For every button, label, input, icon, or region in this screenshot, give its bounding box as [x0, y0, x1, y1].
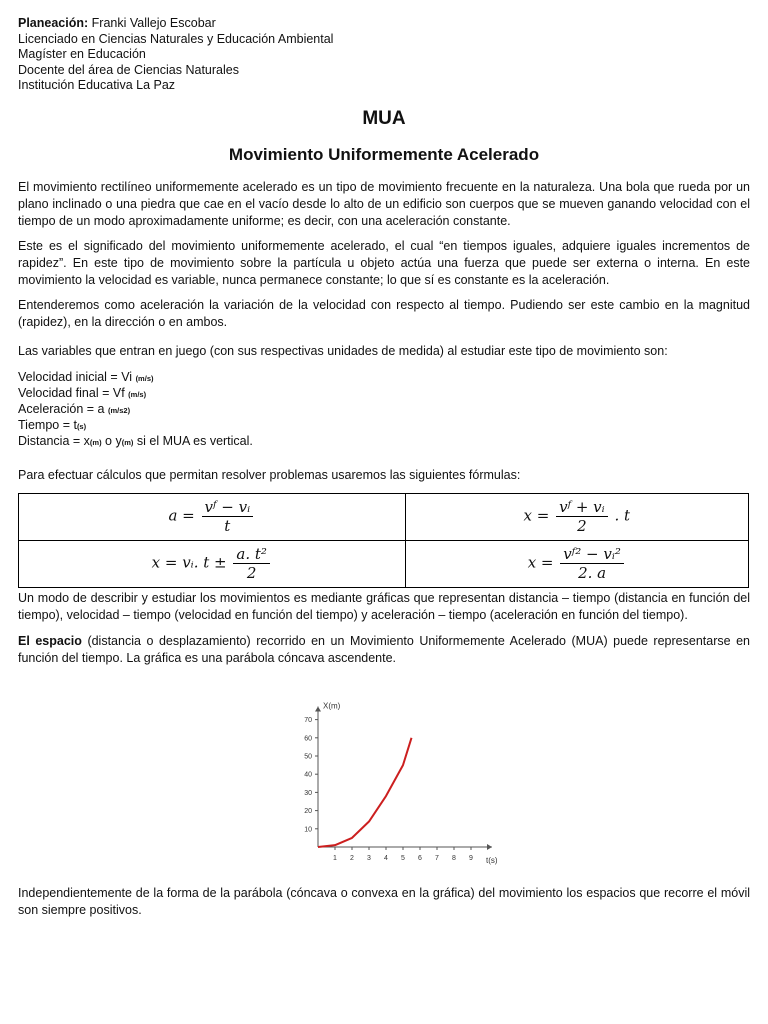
- formulas-table: [18, 493, 749, 588]
- formula-2-denominator: 2: [577, 517, 587, 535]
- x-tick-label: 2: [350, 854, 354, 862]
- paragraph-3: Entenderemos como aceleración la variación de la velocidad con respecto al tiempo. Pudiendo ser este cambio en la magnitud (rapidez), en la dirección o en ambos.: [18, 297, 750, 329]
- series-line: [318, 737, 412, 846]
- header-line-2: Licenciado en Ciencias Naturales y Educación Ambiental: [18, 31, 334, 46]
- planeacion-label: Planeación:: [18, 16, 89, 30]
- variable-a-text: Aceleración = a: [18, 401, 108, 416]
- formula-3-denominator: 2: [246, 564, 257, 582]
- header-line-5: Institución Educativa La Paz: [18, 78, 176, 92]
- formula-3-left: x = vᵢ. t ±: [151, 553, 227, 572]
- formula-4-fraction: [560, 545, 624, 582]
- page-title: MUA: [362, 107, 406, 129]
- variable-a-unit: (m/s2): [107, 405, 131, 415]
- paragraph-7-text: (distancia o desplazamiento) recorrido en un Movimiento Uniformemente Acelerado (MUA) puede representarse en función del tiempo. La gráfica es una parábola cóncava ascendente.: [18, 633, 750, 665]
- variables-list: [18, 370, 750, 450]
- formula-4-denominator: 2. a: [578, 564, 607, 582]
- formula-1-denominator: t: [224, 517, 231, 535]
- y-axis-arrow: [315, 706, 321, 711]
- header-block: [18, 16, 750, 94]
- y-tick-label: 60: [304, 734, 312, 742]
- paragraph-2: Este es el significado del movimiento uniformemente acelerado, el cual “en tiempos iguales, adquiere iguales incrementos de rapidez”. En este tipo de movimiento sobre la partícula u objeto actúa una fuerza que puede ser externa o interna. En este movimiento la velocidad es variable, nunca permanece constante; lo que sí es constante es la aceleración.: [18, 238, 750, 287]
- x-tick-label: 7: [435, 854, 439, 862]
- variable-vf-text: Velocidad final = Vf: [18, 385, 129, 400]
- variable-a: [18, 402, 750, 418]
- paragraph-7-bold: El espacio: [18, 633, 82, 648]
- formula-4-numerator: vᶠ² − vᵢ²: [560, 545, 624, 564]
- y-tick-label: 30: [304, 789, 312, 797]
- variable-vi-unit: (m/s): [135, 373, 154, 383]
- formula-distance-average: [405, 493, 748, 540]
- paragraph-4: Las variables que entran en juego (con sus respectivas unidades de medida) al estudiar este tipo de movimiento son:: [18, 343, 668, 358]
- variable-t-text: Tiempo = t: [18, 417, 77, 432]
- author-line: [18, 16, 750, 32]
- variable-t-unit: (s): [76, 421, 87, 431]
- y-tick-label: 10: [304, 825, 312, 833]
- variable-d-post: si el MUA es vertical.: [133, 433, 253, 448]
- formula-2-left: x =: [523, 506, 550, 525]
- formula-1-fraction: [202, 498, 254, 535]
- variable-vi: [18, 370, 750, 386]
- variable-vf: [18, 386, 750, 402]
- formula-acceleration: [19, 493, 406, 540]
- x-axis-label: t(s): [486, 855, 498, 865]
- variable-vf-unit: (m/s): [128, 389, 147, 399]
- author-name: Franki Vallejo Escobar: [91, 16, 216, 30]
- formulas-row-2: [19, 540, 749, 587]
- y-tick-label: 50: [304, 753, 312, 760]
- document-page: [18, 16, 750, 919]
- variable-d-mid: o y: [101, 433, 122, 448]
- x-tick-label: 9: [469, 854, 473, 862]
- paragraph-7: [18, 633, 750, 667]
- formula-3-fraction: [233, 545, 270, 582]
- header-line-3: Magíster en Educación: [18, 47, 146, 61]
- y-axis-label: X(m): [323, 701, 341, 710]
- y-tick-label: 70: [304, 716, 312, 724]
- header-line-4: Docente del área de Ciencias Naturales: [18, 62, 239, 77]
- paragraph-8: Independientemente de la forma de la parábola (cóncava o convexa en la gráfica) del movimiento los espacios que recorre el móvil son siempre positivos.: [18, 885, 750, 917]
- formula-3-numerator: a. t²: [233, 545, 270, 564]
- formula-2-right: . t: [614, 506, 631, 525]
- formula-distance-time: [19, 540, 406, 587]
- page-subtitle: Movimiento Uniformemente Acelerado: [228, 144, 540, 164]
- x-tick-label: 8: [452, 854, 456, 862]
- x-tick-label: 3: [367, 854, 371, 862]
- parabola-chart: [282, 675, 512, 875]
- formula-2-numerator: vᶠ + vᵢ: [556, 498, 608, 517]
- variable-d: [18, 434, 750, 450]
- formula-1-left: a =: [168, 506, 195, 525]
- formulas-row-1: [19, 493, 749, 540]
- x-axis-arrow: [487, 844, 492, 850]
- x-tick-label: 4: [384, 854, 388, 862]
- formula-distance-velocity: [405, 540, 748, 587]
- formula-2-fraction: [556, 498, 608, 535]
- x-tick-label: 1: [333, 854, 337, 862]
- paragraph-1: El movimiento rectilíneo uniformemente acelerado es un tipo de movimiento frecuente en la naturaleza. Una bola que rueda por un plano inclinado o una piedra que cae en el vacío desde lo alto de un edificio son cuerpos que se mueven ganando velocidad con el tiempo de un modo aproximadamente uniforme; es decir, con una aceleración constante.: [18, 179, 750, 228]
- x-tick-label: 6: [418, 854, 422, 862]
- y-tick-label: 20: [304, 807, 312, 815]
- x-tick-label: 5: [401, 854, 405, 862]
- variable-d-text: Distancia = x: [18, 433, 90, 448]
- variable-d-unit-2: (m): [121, 437, 134, 447]
- paragraph-6: Un modo de describir y estudiar los movimientos es mediante gráficas que representan distancia – tiempo (distancia en función del tiempo), velocidad – tiempo (velocidad en función del tiempo) y aceleración – tiempo (aceleración en función del tiempo).: [18, 590, 750, 622]
- distance-time-graph: [18, 675, 750, 875]
- variable-vi-text: Velocidad inicial = Vi: [18, 369, 136, 384]
- paragraph-5: Para efectuar cálculos que permitan resolver problemas usaremos las siguientes fórmulas:: [18, 467, 521, 482]
- variable-d-unit-1: (m): [89, 437, 102, 447]
- variable-t: [18, 418, 750, 434]
- y-tick-label: 40: [304, 771, 312, 779]
- formula-1-numerator: vᶠ − vᵢ: [202, 498, 254, 517]
- formula-4-left: x =: [527, 553, 554, 572]
